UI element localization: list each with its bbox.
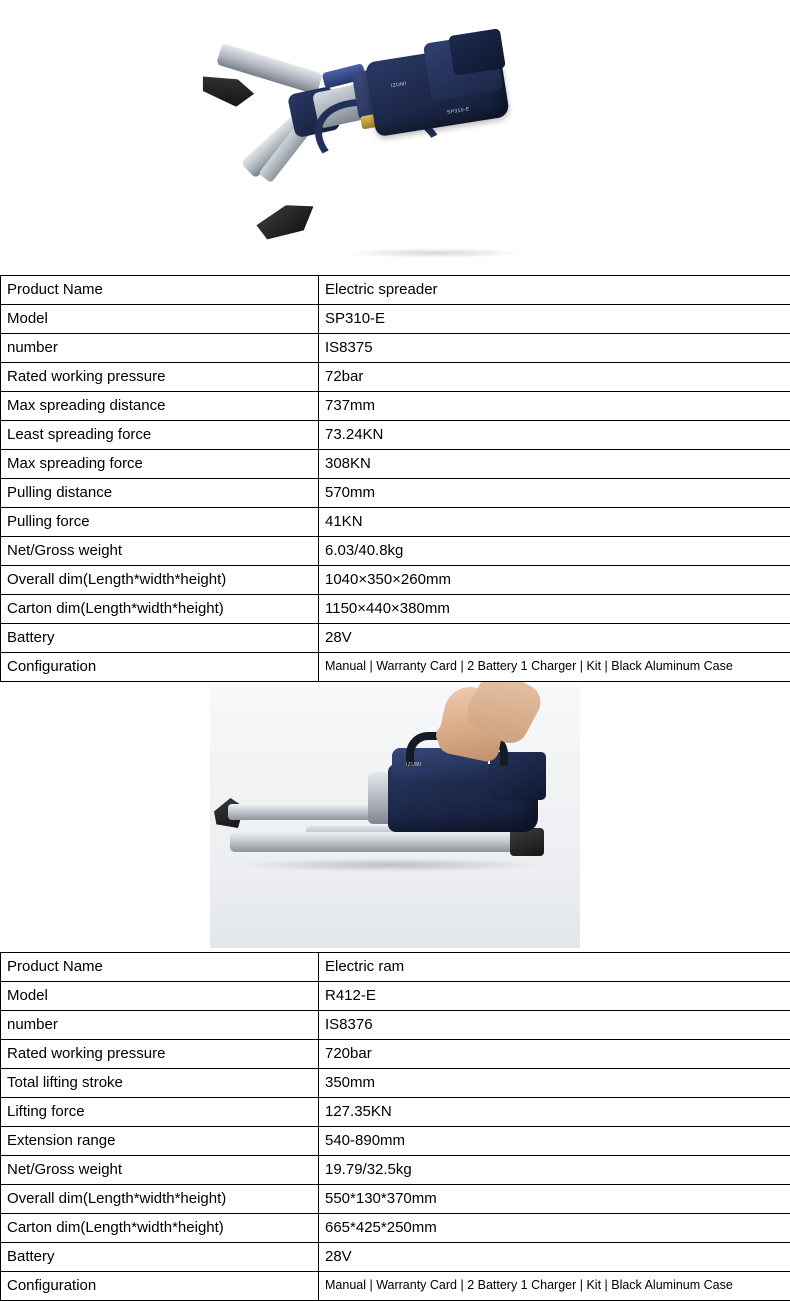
table-row — [1, 450, 790, 479]
table-row — [1, 1272, 790, 1301]
spec-key: Net/Gross weight — [1, 1156, 319, 1185]
spec-key: Pulling force — [1, 508, 319, 537]
spec-value: Electric spreader — [319, 276, 790, 305]
ram-lower-tube — [230, 832, 530, 852]
spec-table-ram — [0, 952, 790, 1301]
spec-key: Model — [1, 305, 319, 334]
spec-key: Extension range — [1, 1127, 319, 1156]
table-row — [1, 363, 790, 392]
spec-key: Product Name — [1, 276, 319, 305]
spreader-battery-pack — [448, 28, 506, 76]
spec-value: 550*130*370mm — [319, 1185, 790, 1214]
spec-key: Battery — [1, 624, 319, 653]
ram-right-foot — [510, 828, 544, 856]
table-row — [1, 479, 790, 508]
spec-key: Total lifting stroke — [1, 1069, 319, 1098]
spec-value-configuration: Manual | Warranty Card | 2 Battery 1 Charger | Kit | Black Aluminum Case — [319, 1272, 790, 1301]
spec-key: Battery — [1, 1243, 319, 1272]
spec-key: Rated working pressure — [1, 363, 319, 392]
spec-key: Product Name — [1, 953, 319, 982]
product-image-spreader — [0, 0, 790, 275]
spec-value: 570mm — [319, 479, 790, 508]
spec-value: 1150×440×380mm — [319, 595, 790, 624]
spreader-model-mark: SP310-E — [447, 106, 470, 115]
table-row — [1, 1156, 790, 1185]
table-row — [1, 334, 790, 363]
spec-key: number — [1, 1011, 319, 1040]
spec-key: number — [1, 334, 319, 363]
table-row — [1, 1011, 790, 1040]
table-row — [1, 1214, 790, 1243]
table-row — [1, 1040, 790, 1069]
table-row — [1, 566, 790, 595]
spec-value: 41KN — [319, 508, 790, 537]
table-row — [1, 305, 790, 334]
spec-value: 6.03/40.8kg — [319, 537, 790, 566]
spec-key: Least spreading force — [1, 421, 319, 450]
spec-value: Electric ram — [319, 953, 790, 982]
spec-value: 665*425*250mm — [319, 1214, 790, 1243]
spec-key: Lifting force — [1, 1098, 319, 1127]
ram-shadow — [240, 858, 540, 872]
spec-key: Max spreading distance — [1, 392, 319, 421]
table-row — [1, 1243, 790, 1272]
spec-value: 540-890mm — [319, 1127, 790, 1156]
spec-value: 28V — [319, 1243, 790, 1272]
spec-value: 350mm — [319, 1069, 790, 1098]
spreader-lower-tip — [254, 196, 321, 246]
table-row — [1, 653, 790, 682]
spec-key: Pulling distance — [1, 479, 319, 508]
spec-key: Carton dim(Length*width*height) — [1, 595, 319, 624]
spec-value-configuration: Manual | Warranty Card | 2 Battery 1 Charger | Kit | Black Aluminum Case — [319, 653, 790, 682]
spec-value: IS8375 — [319, 334, 790, 363]
table-row — [1, 1127, 790, 1156]
table-row — [1, 392, 790, 421]
spec-value: 737mm — [319, 392, 790, 421]
table-row — [1, 1098, 790, 1127]
product-image-ram — [0, 682, 790, 952]
spreader-illustration — [0, 0, 790, 275]
ram-illustration — [0, 682, 790, 952]
table-row — [1, 1185, 790, 1214]
spreader-shadow — [345, 248, 525, 258]
ram-brand-mark: IZUMI — [406, 762, 422, 768]
spec-table-spreader-body — [1, 276, 790, 682]
spec-key: Max spreading force — [1, 450, 319, 479]
spec-key: Net/Gross weight — [1, 537, 319, 566]
table-row — [1, 595, 790, 624]
table-row — [1, 276, 790, 305]
spec-value: 72bar — [319, 363, 790, 392]
table-row — [1, 537, 790, 566]
spec-key: Overall dim(Length*width*height) — [1, 566, 319, 595]
spec-value: 1040×350×260mm — [319, 566, 790, 595]
spec-key: Configuration — [1, 1272, 319, 1301]
ram-upper-tube — [228, 804, 378, 820]
spec-value: 720bar — [319, 1040, 790, 1069]
spec-key: Overall dim(Length*width*height) — [1, 1185, 319, 1214]
spreader-brand-mark: IZUMI — [391, 81, 407, 89]
spec-value: 19.79/32.5kg — [319, 1156, 790, 1185]
spec-key: Configuration — [1, 653, 319, 682]
spec-key: Model — [1, 982, 319, 1011]
table-row — [1, 953, 790, 982]
table-row — [1, 982, 790, 1011]
spec-key: Rated working pressure — [1, 1040, 319, 1069]
spec-key: Carton dim(Length*width*height) — [1, 1214, 319, 1243]
table-row — [1, 624, 790, 653]
spec-value: 73.24KN — [319, 421, 790, 450]
spec-table-spreader — [0, 275, 790, 682]
spec-table-ram-body — [1, 953, 790, 1301]
spec-value: 28V — [319, 624, 790, 653]
spec-value: IS8376 — [319, 1011, 790, 1040]
spec-value: SP310-E — [319, 305, 790, 334]
table-row — [1, 421, 790, 450]
spec-value: 127.35KN — [319, 1098, 790, 1127]
table-row — [1, 1069, 790, 1098]
spec-value: 308KN — [319, 450, 790, 479]
spec-value: R412-E — [319, 982, 790, 1011]
table-row — [1, 508, 790, 537]
